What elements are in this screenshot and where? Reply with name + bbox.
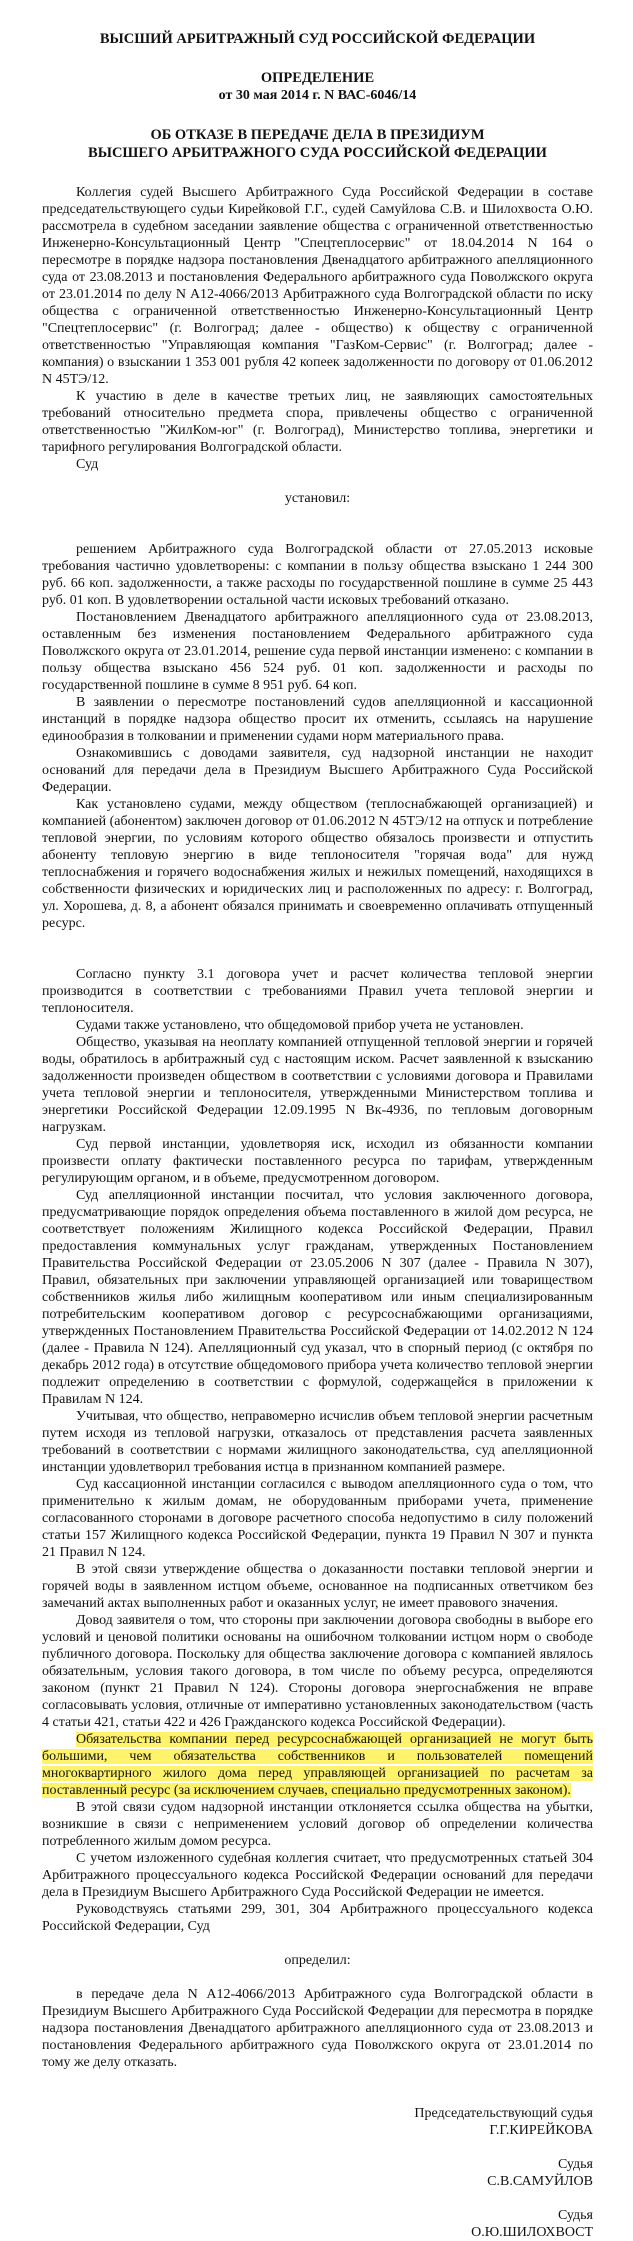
- body-paragraph: В заявлении о пересмотре постановлений судов апелляционной и кассационной инстанций в порядке надзора общество просит их отменить, ссылаясь на нарушение единообразия в толковании и применении судами норм материального права.: [42, 695, 593, 744]
- body-paragraph: Как установлено судами, между обществом (теплоснабжающей организацией) и компанией (абонентом) заключен договор от 01.06.2012 N 45ТЭ/12 на отпуск и потребление тепловой энергии, по условиям которого общество обязалось произвести и отпустить абоненту тепловую энергию в виде теплоносителя "горячая вода" для нужд теплоснабжения и горячего водоснабжения жилых и нежилых помещений, находящихся в собственности физических и юридических лиц и расположенных по адресу: г. Волгоград, ул. Хорошева, д. 8, а абонент обязался принимать и своевременно оплачивать отпущенный ресурс.: [42, 797, 593, 931]
- body-paragraph: В этой связи судом надзорной инстанции отклоняется ссылка общества на убытки, возникшие в связи с неприменением условий договор об определении количества потребленного жилым домом ресурса.: [42, 1800, 593, 1849]
- body-paragraph: Постановлением Двенадцатого арбитражного апелляционного суда от 23.08.2013, оставленным без изменения постановлением Федерального арбитражного суда Поволжского округа от 23.01.2014, решение суда первой инстанции изменено: с компании в пользу общества взыскано 456 524 руб. 01 коп. задолженности и расходы по государственной пошлине в сумме 8 951 руб. 64 коп.: [42, 610, 593, 693]
- body-paragraph: решением Арбитражного суда Волгоградской области от 27.05.2013 исковые требования частично удовлетворены: с компании в пользу общества взыскано 1 244 300 руб. 66 коп. задолженности, а также расходы по государственной пошлине в сумме 25 443 руб. 01 коп. В удовлетворении остальной части исковых требований отказано.: [42, 542, 593, 608]
- body-paragraph: Учитывая, что общество, неправомерно исчислив объем тепловой энергии расчетным путем исходя из тепловой нагрузки, отказалось от представления расчета заявленных требований в соответствии с нормами жилищного законодательства, суд апелляционной инстанции удовлетворил требования истца в признанном компанией размере.: [42, 1409, 593, 1475]
- intro-paragraph: К участию в деле в качестве третьих лиц, не заявляющих самостоятельных требований относительно предмета спора, привлечены общество с ограниченной ответственностью "ЖилКом-юг" (г. Волгоград), Министерство топлива, энергетики и тарифного регулирования Волгоградской области.: [42, 389, 593, 455]
- body-paragraph: Ознакомившись с доводами заявителя, суд надзорной инстанции не находит оснований для передачи дела в Президиум Высшего Арбитражного Суда Российской Федерации.: [42, 746, 593, 795]
- body-paragraph: Суд первой инстанции, удовлетворяя иск, исходил из обязанности компании произвести оплату фактически поставленного ресурса по тарифам, утвержденным регулирующим органом, и в объеме, предусмотренном договором.: [42, 1137, 593, 1186]
- intro-paragraph: Коллегия судей Высшего Арбитражного Суда Российской Федерации в составе председательствующего судьи Кирейковой Г.Г., судей Самуйлова С.В. и Шилохвоста О.Ю. рассмотрела в судебном заседании заявление общества с ограниченной ответственностью Инженерно-Консультационный Центр "Спецтеплосервис" от 18.04.2014 N 164 о пересмотре в порядке надзора постановления Двенадцатого арбитражного апелляционного суда от 23.08.2013 и постановления Федерального арбитражного суда Поволжского округа от 23.01.2014 по делу N А12-4066/2013 Арбитражного суда Волгоградской области по иску общества с ограниченной ответственностью Инженерно-Консультационный Центр "Спецтеплосервис" (г. Волгоград; далее - общество) к обществу с ограниченной ответственностью "Управляющая компания "ГазКом-Сервис" (г. Волгоград; далее - компания) о взыскании 1 353 001 рубля 42 копеек задолженности по договору от 01.06.2012 N 45ТЭ/12.: [42, 185, 593, 387]
- signature-name: С.В.САМУЙЛОВ: [487, 2174, 593, 2189]
- signature-role: Председательствующий судья: [414, 2106, 593, 2121]
- signature-name: Г.Г.КИРЕЙКОВА: [489, 2123, 593, 2138]
- highlighted-text: Обязательства компании перед ресурсоснабжающей организацией не могут быть большими, чем обязательства собственников и пользователей помещений многоквартирного жилого дома перед управляющей организацией по расчетам за поставленный ресурс (за исключением случаев, специально предусмотренных законом).: [42, 1732, 593, 1798]
- document-type: ОПРЕДЕЛЕНИЕ: [260, 70, 375, 86]
- document-heading: [42, 126, 593, 162]
- body-paragraph: Суд кассационной инстанции согласился с выводом апелляционного суда о том, что применительно к жилым домам, не оборудованным приборами учета, применение согласованного сторонами в договоре расчетного способа недопустимо в силу положений статьи 157 Жилищного кодекса Российской Федерации, пункта 19 Правил N 307 и пункта 21 Правил N 124.: [42, 1477, 593, 1560]
- body-paragraph: Руководствуясь статьями 299, 301, 304 Арбитражного процессуального кодекса Российской Федерации, Суд: [42, 1902, 593, 1934]
- document-heading-line: ВЫСШЕГО АРБИТРАЖНОГО СУДА РОССИЙСКОЙ ФЕДЕРАЦИИ: [88, 145, 547, 161]
- court-name: ВЫСШИЙ АРБИТРАЖНЫЙ СУД РОССИЙСКОЙ ФЕДЕРАЦИИ: [99, 31, 536, 47]
- intro-paragraph: Суд: [76, 457, 99, 472]
- signature-role: Судья: [557, 2208, 593, 2223]
- ruling-paragraph: в передаче дела N А12-4066/2013 Арбитражного суда Волгоградской области в Президиум Высшего Арбитражного Суда Российской Федерации для пересмотра в порядке надзора постановления Двенадцатого арбитражного апелляционного суда от 23.08.2013 и постановления Федерального арбитражного суда Поволжского округа от 23.01.2014 по тому же делу отказать.: [42, 1987, 593, 2070]
- document-date-number: от 30 мая 2014 г. N ВАС-6046/14: [218, 88, 417, 103]
- body-paragraph: Общество, указывая на неоплату компанией отпущенной тепловой энергии и горячей воды, обратилось в арбитражный суд с настоящим иском. Расчет заявленной к взысканию задолженности произведен обществом в соответствии с условиями договора и Правилами учета тепловой энергии и теплоносителя, утвержденными Министерством топлива и энергетики Российской Федерации 12.09.1995 N Вк-4936, по тепловым договорным нагрузкам.: [42, 1035, 593, 1135]
- body-paragraph: Довод заявителя о том, что стороны при заключении договора свободны в выборе его условий и ценовой политики основаны на ошибочном толковании истцом норм о свободе публичного договора. Поскольку для общества заключение договора с компанией являлось обязательным, условия такого договора, в том числе по объему ресурса, определяются законом (пункт 21 Правил N 124). Стороны договора энергоснабжения не вправе согласовывать условия, отличные от императивно установленных законодательством (часть 4 статьи 421, статьи 422 и 426 Гражданского кодекса Российской Федерации).: [42, 1613, 593, 1730]
- signature-role: Судья: [557, 2157, 593, 2172]
- determined-heading: определил:: [284, 1953, 351, 1968]
- established-heading: установил:: [284, 491, 351, 506]
- document-heading-line: ОБ ОТКАЗЕ В ПЕРЕДАЧЕ ДЕЛА В ПРЕЗИДИУМ: [150, 127, 485, 143]
- signature-name: О.Ю.ШИЛОХВОСТ: [471, 2225, 593, 2240]
- body-paragraph: Суд апелляционной инстанции посчитал, что условия заключенного договора, предусматривающие порядок определения объема поставленного в жилой дом ресурса, не соответствует положениям Жилищного кодекса Российской Федерации, Правил предоставления коммунальных услуг гражданам, утвержденных Постановлением Правительства Российской Федерации от 23.05.2006 N 307 (далее - Правила N 307), Правил, обязательных при заключении управляющей организацией или товариществом собственников жилья либо жилищным кооперативом или иным специализированным потребительским кооперативом договор с ресурсоснабжающими организациями, утвержденных Постановлением Правительства Российской Федерации от 14.02.2012 N 124 (далее - Правила N 124). Апелляционный суд указал, что в спорный период (с октября по декабрь 2012 года) в отсутствие общедомового прибора учета количество тепловой энергии подлежит определению в соответствии с формулой, содержащейся в приложении к Правилам N 124.: [42, 1188, 593, 1407]
- signature-block: [42, 2105, 593, 2241]
- body-paragraph: Согласно пункту 3.1 договора учет и расчет количества тепловой энергии производится в соответствии с требованиями Правил учета тепловой энергии и теплоносителя.: [42, 967, 593, 1016]
- body-paragraph: С учетом изложенного судебная коллегия считает, что предусмотренных статьей 304 Арбитражного процессуального кодекса Российской Федерации оснований для передачи дела в Президиум Высшего Арбитражного Суда Российской Федерации не имеется.: [42, 1851, 593, 1900]
- highlighted-paragraph: [42, 1731, 593, 1799]
- body-paragraph: В этой связи утверждение общества о доказанности поставки тепловой энергии и горячей воды в заявленном истцом объеме, основанное на подписанных ответчиком без замечаний актах выполненных работ и оказанных услуг, не имеет правового значения.: [42, 1562, 593, 1611]
- body-paragraph: Судами также установлено, что общедомовой прибор учета не установлен.: [76, 1018, 524, 1033]
